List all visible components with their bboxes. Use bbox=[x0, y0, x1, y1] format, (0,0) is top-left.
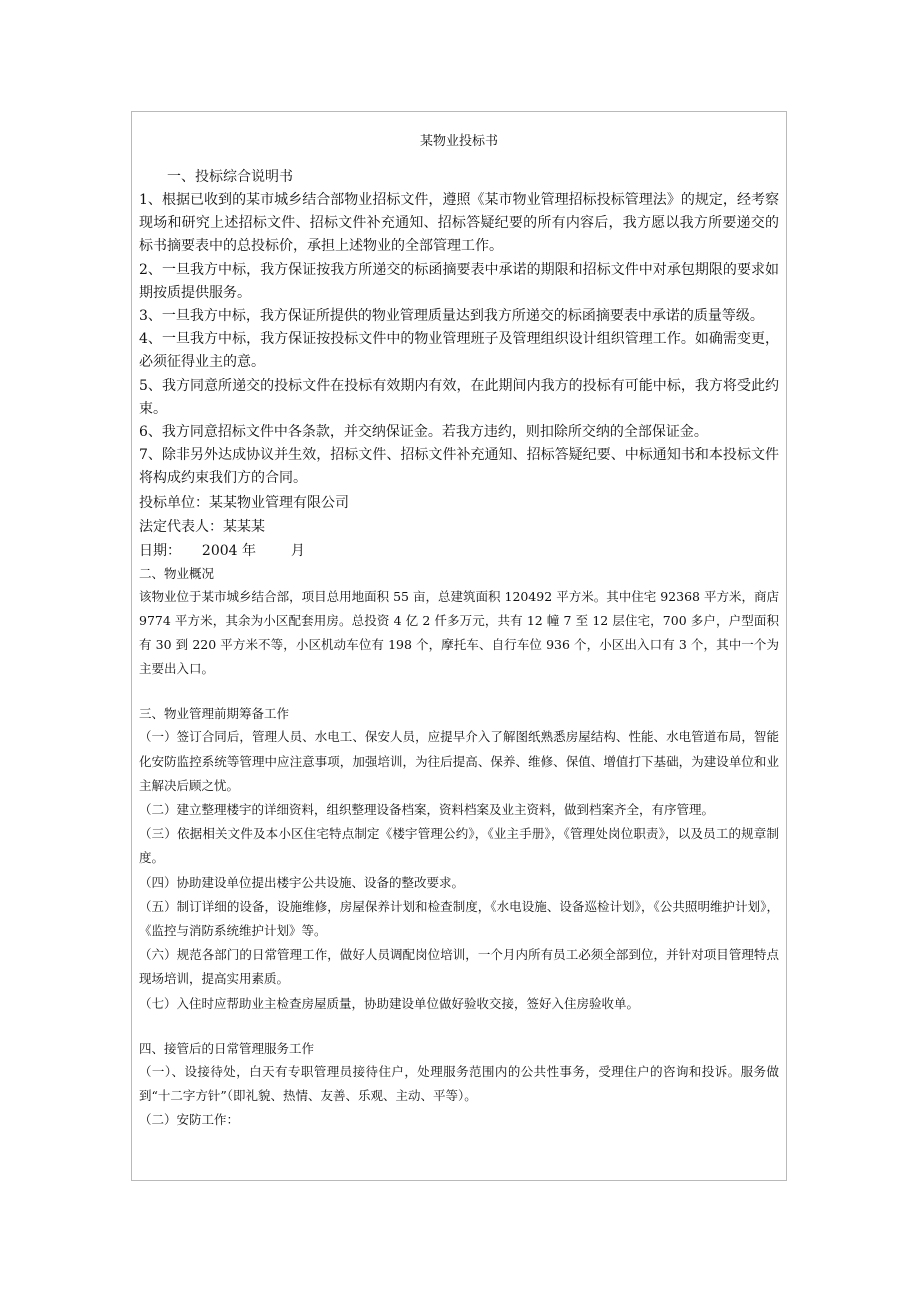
section2-text: 该物业位于某市城乡结合部，项目总用地面积 55 亩，总建筑面积 120492 平方米。其中住宅 92368 平方米，商店 9774 平方米，其余为小区配套用房。总投资 4 亿 2 仟多万元，共有 12 幢 7 至 12 层住宅，700 多户，户型面积有 30 到 220 平方米不等，小区机动车位有 198 个，摩托车、自行车位 936 个，小区出入口有 3 个，其中一个为主要出入口。 bbox=[139, 588, 779, 677]
section4-item-2: （二）安防工作： bbox=[139, 1112, 240, 1128]
section3-item-6: （六）规范各部门的日常管理工作，做好人员调配岗位培训，一个月内所有员工必须全部到位，并针对项目管理特点现场培训，提高实用素质。 bbox=[139, 947, 779, 987]
document-title: 某物业投标书 bbox=[419, 134, 498, 149]
section3-item-4: （四）协助建设单位提出楼宇公共设施、设备的整改要求。 bbox=[139, 874, 465, 890]
section3-item-2: （二）建立整理楼宇的详细资料，组织整理设备档案，资料档案及业主资料，做到档案齐全，有序管理。 bbox=[139, 802, 715, 818]
section4-item-1: （一）、设接待处，白天有专职管理员接待住户，处理服务范围内的公共性事务，受理住户的咨询和投诉。服务做到“十二字方针”（即礼貌、热情、友善、乐观、主动、平等）。 bbox=[139, 1063, 779, 1104]
section1-item-3: 3、一旦我方中标，我方保证所提供的物业管理质量达到我方所递交的标函摘要表中承诺的质量等级。 bbox=[139, 308, 764, 325]
date-line bbox=[139, 539, 779, 563]
section1-item-1: 1、根据已收到的某市城乡结合部物业招标文件，遵照《某市物业管理招标投标管理法》的规定，经考察现场和研究上述招标文件、招标文件补充通知、招标答疑纪要的所有内容后，我方愿以我方所要递交的标书摘要表中的总投标价，承担上述物业的全部管理工作。 bbox=[139, 192, 779, 255]
section3-item-3: （三）依据相关文件及本小区住宅特点制定《楼宇管理公约》，《业主手册》，《管理处岗位职责》，以及员工的规章制度。 bbox=[139, 826, 779, 866]
representative-label: 法定代表人： bbox=[139, 518, 223, 535]
bidder-line bbox=[139, 491, 779, 515]
representative-value: 某某某 bbox=[223, 518, 265, 535]
section3-heading: 三、物业管理前期筹备工作 bbox=[139, 706, 290, 722]
section3-item-5: （五）制订详细的设备，设施维修，房屋保养计划和检查制度，《水电设施、设备巡检计划》，《公共照明维护计划》，《监控与消防系统维护计划》等。 bbox=[139, 898, 779, 939]
section1-item-5: 5、我方同意所递交的投标文件在投标有效期内有效，在此期间内我方的投标有可能中标，我方将受此约束。 bbox=[139, 377, 779, 417]
bidder-value: 某某物业管理有限公司 bbox=[209, 494, 349, 511]
section1-item-6: 6、我方同意招标文件中各条款，并交纳保证金。若我方违约，则扣除所交纳的全部保证金。 bbox=[139, 424, 708, 441]
section3-item-7: （七）入住时应帮助业主检查房屋质量，协助建设单位做好验收交接，签好入住房验收单。 bbox=[139, 995, 640, 1011]
section1-item-4: 4、一旦我方中标，我方保证按投标文件中的物业管理班子及管理组织设计组织管理工作。如确需变更，必须征得业主的意。 bbox=[139, 331, 779, 371]
spacer bbox=[139, 1016, 779, 1038]
date-month: 月 bbox=[290, 542, 305, 559]
spacer bbox=[139, 681, 779, 703]
section1-item-2: 2、一旦我方中标，我方保证按我方所递交的标函摘要表中承诺的期限和招标文件中对承包期限的要求如期按质提供服务。 bbox=[139, 261, 779, 301]
section2-heading: 二、物业概况 bbox=[139, 565, 215, 581]
section1-item-7: 7、除非另外达成协议并生效，招标文件、招标文件补充通知、招标答疑纪要、中标通知书和本投标文件将构成约束我们方的合同。 bbox=[139, 447, 779, 487]
section1-heading: 一、投标综合说明书 bbox=[167, 169, 293, 185]
bidder-label: 投标单位： bbox=[139, 494, 209, 511]
date-year: 2004 年 bbox=[201, 542, 256, 559]
date-label: 日期： bbox=[139, 542, 181, 559]
section3-item-1: （一）签订合同后，管理人员、水电工、保安人员，应提早介入了解图纸熟悉房屋结构、性能、水电管道布局，智能化安防监控系统等管理中应注意事项，加强培训，为往后提高、保养、维修、保值、增值打下基础，为建设单位和业主解决后顾之忧。 bbox=[139, 729, 779, 793]
document-page bbox=[131, 111, 787, 1181]
representative-line bbox=[139, 515, 779, 539]
section4-heading: 四、接管后的日常管理服务工作 bbox=[139, 1040, 315, 1056]
